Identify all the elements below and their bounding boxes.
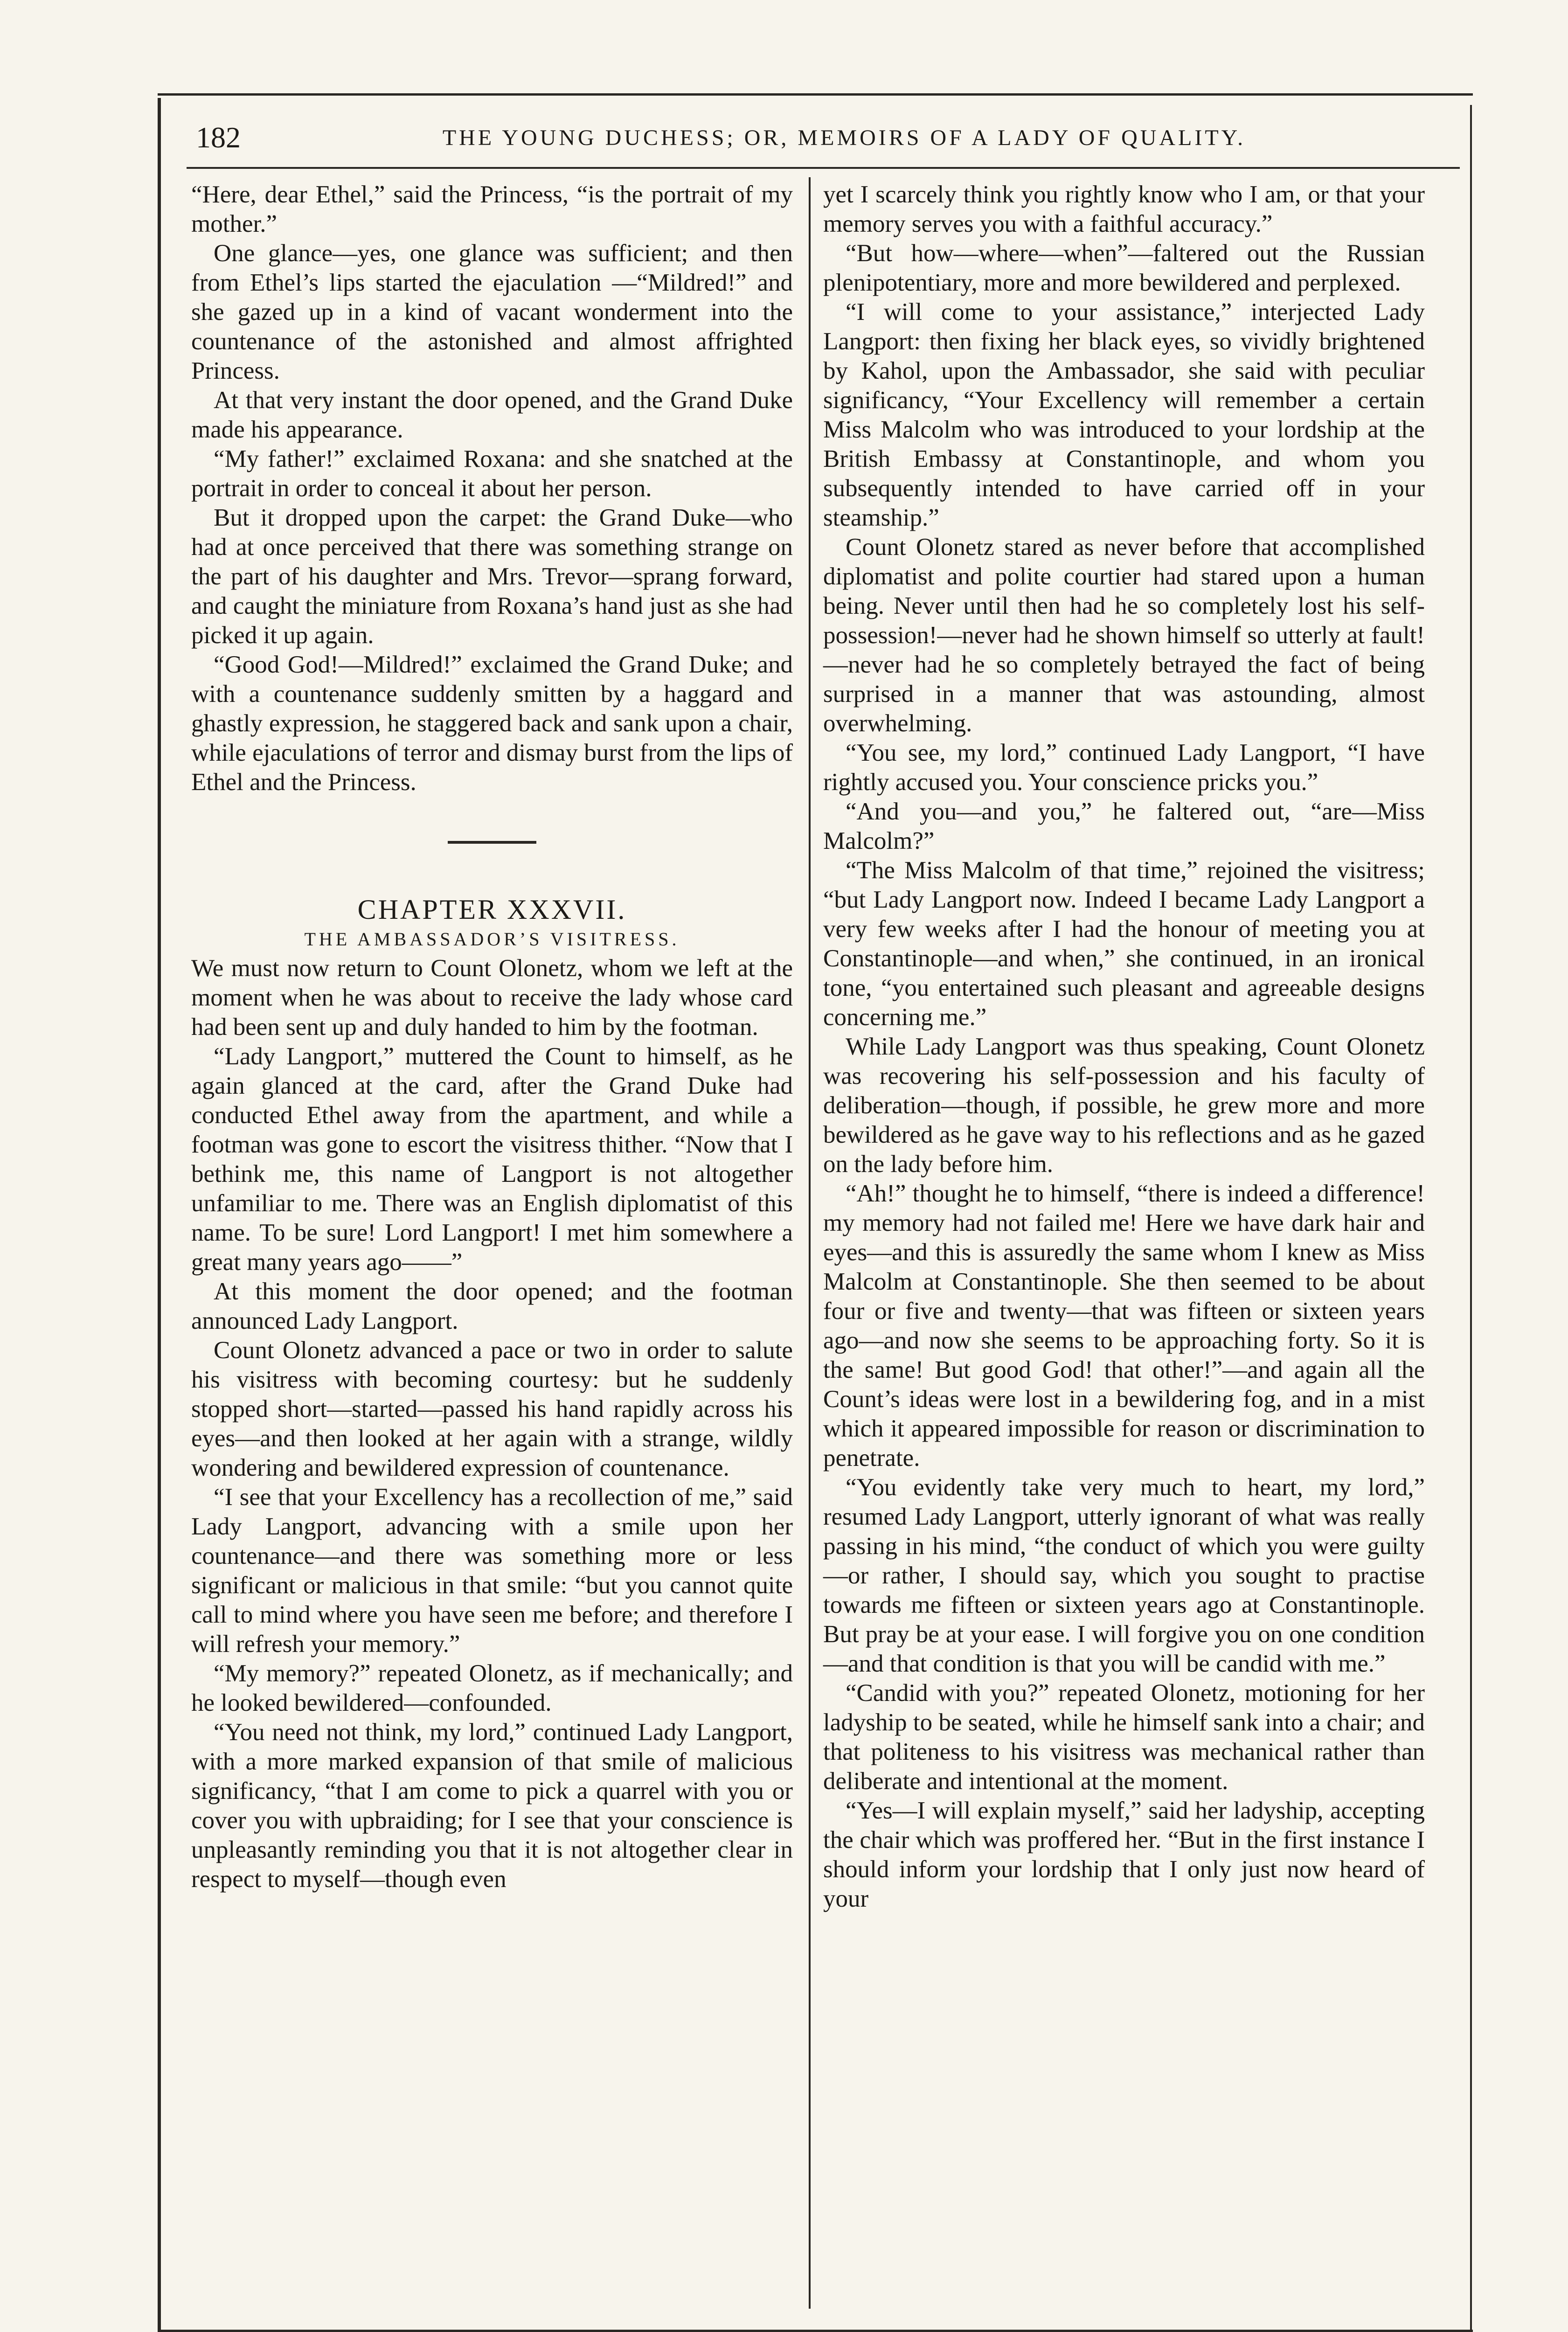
paragraph: “Good God!—Mildred!” exclaimed the Grand Duke; and with a countenance suddenly smitten by a haggard and ghastly expression, he staggered back and sank upon a chair, while ejaculations of terror and dismay burst from the lips of Ethel and the Princess. <box>191 651 793 796</box>
paragraph: “Yes—I will explain myself,” said her ladyship, accepting the chair which was proffered her. “But in the first instance I should inform your lordship that I only just now heard of your <box>823 1797 1425 1912</box>
paragraph: “I will come to your assistance,” interjected Lady Langport: then fixing her black eyes, so vividly brightened by Kahol, upon the Ambassador, she said with peculiar significancy, “Your Excellency will remember a certain Miss Malcolm who was introduced to your lordship at the British Embassy at Constantinople, and whom you subsequently intended to have carried off in your steamship.” <box>823 298 1425 531</box>
paragraph: “But how—where—when”—faltered out the Russian plenipotentiary, more and more bewildered and perplexed. <box>823 240 1425 296</box>
page-number: 182 <box>196 121 241 154</box>
chapter-title: CHAPTER XXXVII. <box>357 894 627 925</box>
paragraph: “And you—and you,” he faltered out, “are—Miss Malcolm?” <box>823 798 1425 854</box>
right-border-line <box>1470 105 1472 2330</box>
paragraph: “I see that your Excellency has a recollection of me,” said Lady Langport, advancing with a smile upon her countenance—and there was something more or less significant or malicious in that smile: “but you cannot quite call to mind where you have seen me before; and therefore I will refresh your memory.” <box>191 1484 793 1658</box>
section-separator <box>448 841 536 844</box>
paragraph: Count Olonetz stared as never before that accomplished diplomatist and polite courtier had stared upon a human being. Never until then had he so completely lost his self-possession!—never had he shown himself so utterly at fault!—never had he so completely betrayed the fact of being surprised in a manner that was astounding, almost overwhelming. <box>823 534 1425 737</box>
paragraph: yet I scarcely think you rightly know who I am, or that your memory serves you with a faithful accuracy.” <box>823 181 1425 237</box>
column-divider <box>809 177 811 2309</box>
right-column <box>823 180 1425 1914</box>
header-rule <box>187 167 1460 169</box>
paragraph: Count Olonetz advanced a pace or two in order to salute his visitress with becoming courtesy: but he suddenly stopped short—started—passed his hand rapidly across his eyes—and then looked at her again with a strange, wildly wondering and bewildered expression of countenance. <box>191 1337 793 1481</box>
paragraph: At that very instant the door opened, and the Grand Duke made his appearance. <box>191 387 793 443</box>
bottom-rule <box>158 2330 1473 2332</box>
running-title: THE YOUNG DUCHESS; OR, MEMOIRS OF A LADY OF QUALITY. <box>442 125 1246 150</box>
paragraph: While Lady Langport was thus speaking, Count Olonetz was recovering his self-possession and his faculty of deliberation—though, if possible, he grew more and more bewildered as he gave way to his reflections and as he gazed on the lady before him. <box>823 1033 1425 1178</box>
chapter-subtitle: THE AMBASSADOR’S VISITRESS. <box>304 929 680 950</box>
paragraph: “Lady Langport,” muttered the Count to himself, as he again glanced at the card, after the Grand Duke had conducted Ethel away from the apartment, and while a footman was gone to escort the visitress thither. “Now that I bethink me, this name of Langport is not altogether unfamiliar to me. There was an English diplomatist of this name. To be sure! Lord Langport! I met him somewhere a great many years ago——” <box>191 1043 793 1276</box>
paragraph: “Ah!” thought he to himself, “there is indeed a difference! my memory had not failed me! Here we have dark hair and eyes—and this is assuredly the same whom I knew as Miss Malcolm at Constantinople. She then seemed to be about four or five and twenty—that was fifteen or sixteen years ago—and now she seems to be approaching forty. So it is the same! But good God! that other!”—and again all the Count’s ideas were lost in a bewildering fog, and in a mist which it appeared impossible for reason or discrimination to penetrate. <box>823 1180 1425 1471</box>
paragraph: But it dropped upon the carpet: the Grand Duke—who had at once perceived that there was something strange on the part of his daughter and Mrs. Trevor—sprang forward, and caught the miniature from Roxana’s hand just as she had picked it up again. <box>191 504 793 649</box>
left-border-line <box>158 98 161 2332</box>
paragraph: “My father!” exclaimed Roxana: and she snatched at the portrait in order to conceal it about her person. <box>191 445 793 502</box>
paragraph: “Candid with you?” repeated Olonetz, motioning for her ladyship to be seated, while he himself sank into a chair; and that politeness to his visitress was mechanical rather than deliberate and intentional at the moment. <box>823 1680 1425 1795</box>
paragraph: We must now return to Count Olonetz, whom we left at the moment when he was about to receive the lady whose card had been sent up and duly handed to him by the footman. <box>191 955 793 1041</box>
paragraph: “Here, dear Ethel,” said the Princess, “is the portrait of my mother.” <box>191 181 793 237</box>
paragraph: “The Miss Malcolm of that time,” rejoined the visitress; “but Lady Langport now. Indeed I became Lady Langport a very few weeks after I had the honour of meeting you at Constantinople—and when,” she continued, in an ironical tone, “you entertained such pleasant and agreeable designs concerning me.” <box>823 857 1425 1031</box>
top-rule <box>158 93 1473 96</box>
left-column <box>191 180 793 1894</box>
paragraph: “You need not think, my lord,” continued Lady Langport, with a more marked expansion of that smile of malicious significancy, “that I am come to pick a quarrel with you or cover you with upbraiding; for I see that your conscience is unpleasantly reminding you that it is not altogether clear in respect to myself—though even <box>191 1719 793 1893</box>
paragraph: At this moment the door opened; and the footman announced Lady Langport. <box>191 1278 793 1334</box>
paragraph: One glance—yes, one glance was sufficient; and then from Ethel’s lips started the ejaculation —“Mildred!” and she gazed up in a kind of vacant wonderment into the countenance of the astonished and almost affrighted Princess. <box>191 240 793 384</box>
paragraph: “You see, my lord,” continued Lady Langport, “I have rightly accused you. Your conscience pricks you.” <box>823 739 1425 796</box>
paragraph: “You evidently take very much to heart, my lord,” resumed Lady Langport, utterly ignorant of what was really passing in his mind, “the conduct of which you were guilty—or rather, I should say, which you sought to practise towards me fifteen or sixteen years ago at Constantinople. But pray be at your ease. I will forgive you on one condition—and that condition is that you will be candid with me.” <box>823 1474 1425 1677</box>
paragraph: “My memory?” repeated Olonetz, as if mechanically; and he looked bewildered—confounded. <box>191 1660 793 1716</box>
